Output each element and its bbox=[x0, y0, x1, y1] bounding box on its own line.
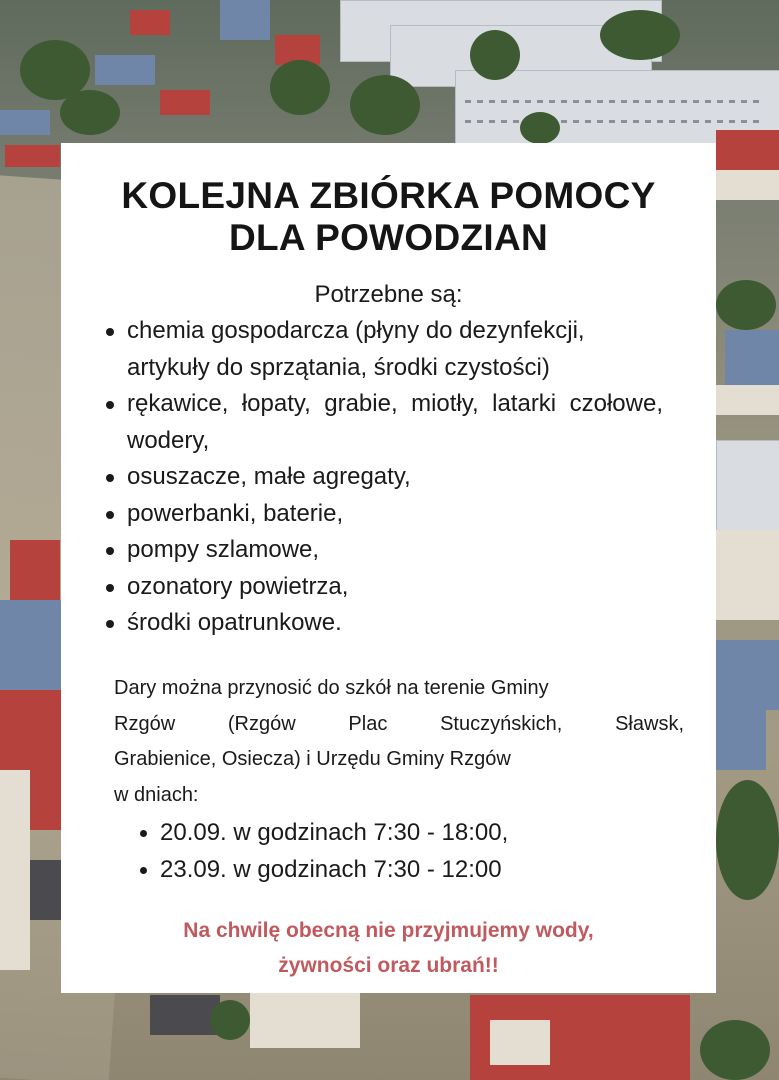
blue-roof bbox=[0, 600, 61, 690]
needed-heading: Potrzebne są: bbox=[314, 281, 463, 308]
tree bbox=[210, 1000, 250, 1040]
list-item: środki opatrunkowe. bbox=[103, 605, 663, 642]
title-line-1: KOLEJNA ZBIÓRKA POMOCY bbox=[121, 175, 656, 216]
tree bbox=[600, 10, 680, 60]
collection-dates-list bbox=[139, 814, 508, 888]
tree bbox=[700, 1020, 770, 1080]
date-item: 20.09. w godzinach 7:30 - 18:00, bbox=[139, 814, 508, 851]
list-item: chemia gospodarcza (płyny do dezynfekcji, artykuły do sprzątania, środki czystości) bbox=[103, 313, 663, 386]
building-wall bbox=[716, 170, 779, 200]
list-item: rękawice, łopaty, grabie, miotły, latarki czołowe, wodery, bbox=[103, 386, 663, 459]
poster-title bbox=[61, 175, 716, 259]
list-item: ozonatory powietrza, bbox=[103, 569, 663, 606]
info-line: w dniach: bbox=[114, 783, 199, 806]
red-roof bbox=[160, 90, 210, 115]
red-roof bbox=[130, 10, 170, 35]
red-roof bbox=[5, 145, 60, 167]
tree bbox=[520, 112, 560, 144]
blue-roof bbox=[95, 55, 155, 85]
tree bbox=[470, 30, 520, 80]
tree bbox=[716, 780, 779, 900]
tree bbox=[350, 75, 420, 135]
apartment-block bbox=[716, 440, 779, 532]
notice-line-1: Na chwilę obecną nie przyjmujemy wody, bbox=[183, 919, 594, 942]
tree bbox=[270, 60, 330, 115]
info-line: Dary można przynosić do szkół na terenie Gminy bbox=[114, 677, 549, 699]
dark-roof bbox=[30, 860, 61, 920]
list-item: pompy szlamowe, bbox=[103, 532, 663, 569]
building-wall bbox=[490, 1020, 550, 1065]
notice-card bbox=[61, 143, 716, 993]
blue-roof bbox=[716, 710, 766, 770]
building-wall bbox=[716, 385, 779, 415]
title-line-2: DLA POWODZIAN bbox=[228, 217, 549, 258]
needed-items-list bbox=[103, 313, 663, 642]
date-item: 23.09. w godzinach 7:30 - 12:00 bbox=[139, 851, 508, 888]
building-wall bbox=[250, 993, 360, 1048]
list-item: osuszacze, małe agregaty, bbox=[103, 459, 663, 496]
donation-info bbox=[114, 671, 684, 813]
not-accepted-notice bbox=[61, 913, 716, 983]
tree bbox=[60, 90, 120, 135]
red-roof bbox=[716, 130, 779, 170]
info-line: Grabienice, Osiecza) i Urzędu Gminy Rzgów bbox=[114, 748, 511, 770]
tree bbox=[716, 280, 776, 330]
building-wall bbox=[0, 770, 30, 970]
blue-roof bbox=[716, 640, 779, 710]
building-wall bbox=[716, 530, 779, 620]
blue-roof bbox=[0, 110, 50, 135]
blue-roof bbox=[220, 0, 270, 40]
notice-line-2: żywności oraz ubrań!! bbox=[278, 954, 499, 977]
info-line: Rzgów (Rzgów Plac Stuczyńskich, Sławsk, bbox=[114, 712, 684, 735]
list-item: powerbanki, baterie, bbox=[103, 496, 663, 533]
blue-roof bbox=[725, 330, 779, 385]
